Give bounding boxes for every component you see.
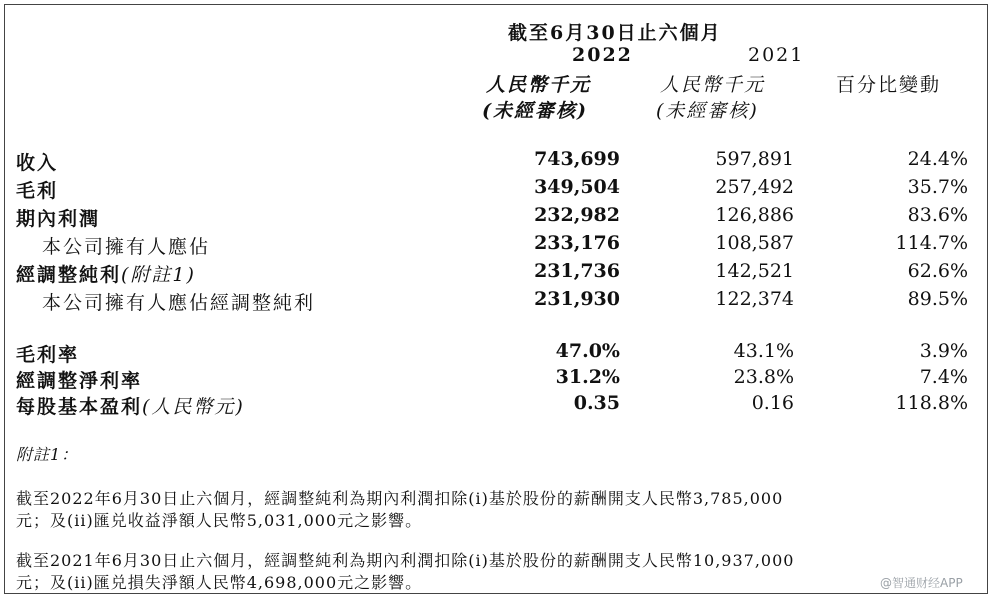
- unit-2021-header: 人民幣千元: [660, 74, 766, 96]
- year-2022-header: 2022: [572, 44, 633, 66]
- value-pct-change: 62.6%: [907, 260, 968, 282]
- value-2021: 43.1%: [733, 340, 794, 362]
- row-label: 收入: [16, 152, 59, 174]
- value-2021: 126,886: [715, 204, 794, 226]
- value-pct-change: 114.7%: [895, 232, 968, 254]
- value-2021: 23.8%: [733, 366, 794, 388]
- row-label: 經調整淨利率: [16, 370, 143, 392]
- value-pct-change: 83.6%: [907, 204, 968, 226]
- value-2022: 47.0%: [555, 340, 620, 362]
- watermark: @智通财经APP: [880, 576, 963, 590]
- note-paragraph-2-line-1: 截至2021年6月30日止六個月，經調整純利為期內利潤扣除(i)基於股份的薪酬開支人民幣10,937,000: [16, 551, 795, 570]
- row-label: 本公司擁有人應佔: [42, 236, 211, 258]
- value-2021: 142,521: [715, 260, 794, 282]
- value-2022: 743,699: [534, 148, 620, 170]
- row-label-note: (人民幣元): [142, 396, 245, 418]
- audit-2021-header: (未經審核): [656, 100, 759, 122]
- value-pct-change: 118.8%: [895, 392, 968, 414]
- value-pct-change: 3.9%: [919, 340, 968, 362]
- row-label: 期內利潤: [16, 208, 101, 230]
- audit-2022-header: (未經審核): [482, 100, 588, 122]
- value-2022: 31.2%: [555, 366, 620, 388]
- unit-2022-header: 人民幣千元: [486, 74, 592, 96]
- row-label: 本公司擁有人應佔經調整純利: [42, 292, 316, 314]
- row-label: 毛利: [16, 180, 59, 202]
- value-2022: 232,982: [534, 204, 620, 226]
- value-2022: 0.35: [573, 392, 620, 414]
- note-title: 附註1：: [16, 445, 79, 464]
- row-label: 毛利率: [16, 344, 80, 366]
- row-label-note: (附註1): [121, 264, 196, 286]
- year-2021-header: 2021: [748, 44, 805, 66]
- period-header: 截至6月30日止六個月: [508, 22, 722, 44]
- value-2021: 0.16: [751, 392, 794, 414]
- value-2022: 233,176: [534, 232, 620, 254]
- value-2021: 597,891: [715, 148, 794, 170]
- row-label-text: 經調整純利: [16, 264, 122, 286]
- value-2022: 231,736: [534, 260, 620, 282]
- note-paragraph-1-line-2: 元；及(ii)匯兑收益淨額人民幣5,031,000元之影響。: [16, 511, 423, 530]
- note-paragraph-1-line-1: 截至2022年6月30日止六個月，經調整純利為期內利潤扣除(i)基於股份的薪酬開支人民幣3,785,000: [16, 489, 784, 508]
- pct-change-header: 百分比變動: [836, 74, 942, 96]
- value-2021: 257,492: [715, 176, 794, 198]
- note-paragraph-2-line-2: 元；及(ii)匯兑損失淨額人民幣4,698,000元之影響。: [16, 573, 423, 592]
- value-pct-change: 7.4%: [919, 366, 968, 388]
- value-pct-change: 35.7%: [907, 176, 968, 198]
- value-2022: 231,930: [534, 288, 620, 310]
- value-pct-change: 89.5%: [907, 288, 968, 310]
- value-pct-change: 24.4%: [907, 148, 968, 170]
- value-2021: 122,374: [715, 288, 794, 310]
- row-label-text: 每股基本盈利: [16, 396, 143, 418]
- value-2022: 349,504: [534, 176, 620, 198]
- row-label: [16, 392, 245, 419]
- row-label: [16, 260, 196, 287]
- value-2021: 108,587: [715, 232, 794, 254]
